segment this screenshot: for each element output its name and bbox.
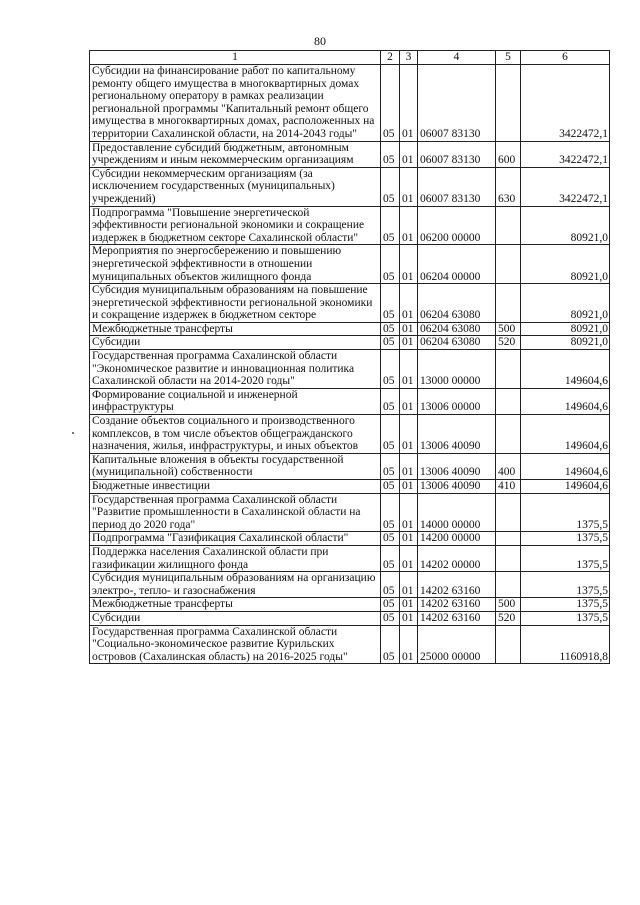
row-target-code: 13006 40090 — [418, 480, 496, 494]
row-expense-type — [496, 625, 521, 664]
row-expense-type — [496, 206, 521, 245]
row-name: Подпрограмма "Повышение энергетической эффективности региональной экономики и сокращение издержек в бюджетном секторе Сахалинской области" — [90, 206, 381, 245]
row-subsection: 01 — [400, 453, 418, 479]
header-col-4: 4 — [418, 51, 496, 65]
row-subsection: 01 — [400, 532, 418, 546]
row-expense-type — [496, 415, 521, 454]
row-amount: 1375,5 — [521, 532, 610, 546]
row-section: 05 — [381, 167, 400, 206]
row-section: 05 — [381, 480, 400, 494]
row-section: 05 — [381, 284, 400, 323]
row-section: 05 — [381, 493, 400, 532]
table-row — [90, 336, 610, 350]
row-expense-type — [496, 532, 521, 546]
row-section: 05 — [381, 625, 400, 664]
row-target-code: 13006 40090 — [418, 453, 496, 479]
table-row — [90, 141, 610, 167]
row-expense-type — [496, 572, 521, 598]
row-subsection: 01 — [400, 572, 418, 598]
row-amount: 3422472,1 — [521, 167, 610, 206]
table-row — [90, 388, 610, 414]
row-subsection: 01 — [400, 611, 418, 625]
row-section: 05 — [381, 611, 400, 625]
row-target-code: 06007 83130 — [418, 65, 496, 142]
row-target-code: 06007 83130 — [418, 141, 496, 167]
row-name: Поддержка населения Сахалинской области при газификации жилищного фонда — [90, 545, 381, 571]
table-row — [90, 167, 610, 206]
row-target-code: 14200 00000 — [418, 532, 496, 546]
row-target-code: 14202 63160 — [418, 572, 496, 598]
row-name: Государственная программа Сахалинской области "Экономическое развитие и инновационная политика Сахалинской области на 2014-2020 годы" — [90, 350, 381, 389]
row-target-code: 14202 63160 — [418, 598, 496, 612]
row-subsection: 01 — [400, 284, 418, 323]
row-amount: 80921,0 — [521, 322, 610, 336]
row-amount: 1375,5 — [521, 545, 610, 571]
row-target-code: 13006 40090 — [418, 415, 496, 454]
row-subsection: 01 — [400, 206, 418, 245]
row-amount: 1375,5 — [521, 572, 610, 598]
row-target-code: 06204 00000 — [418, 245, 496, 284]
row-section: 05 — [381, 415, 400, 454]
row-section: 05 — [381, 453, 400, 479]
row-expense-type — [496, 245, 521, 284]
row-subsection: 01 — [400, 65, 418, 142]
row-target-code: 06200 00000 — [418, 206, 496, 245]
row-expense-type: 410 — [496, 480, 521, 494]
table-row — [90, 245, 610, 284]
page-number: 80 — [314, 34, 326, 48]
row-subsection: 01 — [400, 388, 418, 414]
row-target-code: 14202 63160 — [418, 611, 496, 625]
row-target-code: 13006 00000 — [418, 388, 496, 414]
row-name: Субсидии на финансирование работ по капитальному ремонту общего имущества в многоквартирных домах региональному оператору в рамках реализации региональной программы "Капитальный ремонт общего имущества в многоквартирных домах, расположенных на территории Сахалинской области, на 2014-2043 годы" — [90, 65, 381, 142]
row-amount: 149604,6 — [521, 480, 610, 494]
row-section: 05 — [381, 532, 400, 546]
row-subsection: 01 — [400, 141, 418, 167]
row-subsection: 01 — [400, 245, 418, 284]
table-row — [90, 322, 610, 336]
row-target-code: 14000 00000 — [418, 493, 496, 532]
row-section: 05 — [381, 388, 400, 414]
row-amount: 1375,5 — [521, 493, 610, 532]
row-expense-type — [496, 545, 521, 571]
row-amount: 149604,6 — [521, 453, 610, 479]
row-name: Государственная программа Сахалинской области "Социально-экономическое развитие Курильских островов (Сахалинская область) на 2016-2025 годы" — [90, 625, 381, 664]
row-section: 05 — [381, 336, 400, 350]
row-name: Субсидии — [90, 611, 381, 625]
row-name: Формирование социальной и инженерной инфраструктуры — [90, 388, 381, 414]
row-amount: 80921,0 — [521, 206, 610, 245]
row-expense-type: 600 — [496, 141, 521, 167]
row-name: Подпрограмма "Газификация Сахалинской области" — [90, 532, 381, 546]
row-expense-type: 520 — [496, 611, 521, 625]
row-subsection: 01 — [400, 493, 418, 532]
margin-speck — [72, 432, 74, 434]
table-row — [90, 611, 610, 625]
table-row — [90, 284, 610, 323]
row-expense-type — [496, 350, 521, 389]
row-amount: 80921,0 — [521, 336, 610, 350]
row-name: Субсидии некоммерческим организациям (за исключением государственных (муниципальных) учреждений) — [90, 167, 381, 206]
row-expense-type — [496, 388, 521, 414]
row-name: Бюджетные инвестиции — [90, 480, 381, 494]
header-col-6: 6 — [521, 51, 610, 65]
row-name: Межбюджетные трансферты — [90, 598, 381, 612]
header-col-2: 2 — [381, 51, 400, 65]
row-section: 05 — [381, 206, 400, 245]
table-row — [90, 206, 610, 245]
row-amount: 1160918,8 — [521, 625, 610, 664]
row-name: Межбюджетные трансферты — [90, 322, 381, 336]
row-amount: 80921,0 — [521, 245, 610, 284]
row-name: Субсидия муниципальным образованиям на организацию электро-, тепло- и газоснабжения — [90, 572, 381, 598]
budget-table — [89, 50, 610, 664]
row-name: Предоставление субсидий бюджетным, автономным учреждениям и иным некоммерческим организациям — [90, 141, 381, 167]
table-row — [90, 545, 610, 571]
table-row — [90, 598, 610, 612]
header-col-3: 3 — [400, 51, 418, 65]
row-section: 05 — [381, 141, 400, 167]
row-name: Создание объектов социального и производственного комплексов, в том числе объектов общегражданского назначения, жилья, инфраструктуры, и иных объектов — [90, 415, 381, 454]
row-target-code: 06007 83130 — [418, 167, 496, 206]
table-row — [90, 625, 610, 664]
row-name: Мероприятия по энергосбережению и повышению энергетической эффективности в отношении муниципальных объектов жилищного фонда — [90, 245, 381, 284]
row-name: Капитальные вложения в объекты государственной (муниципальной) собственности — [90, 453, 381, 479]
header-col-5: 5 — [496, 51, 521, 65]
row-subsection: 01 — [400, 350, 418, 389]
row-target-code: 06204 63080 — [418, 322, 496, 336]
row-amount: 149604,6 — [521, 350, 610, 389]
row-section: 05 — [381, 322, 400, 336]
row-expense-type: 520 — [496, 336, 521, 350]
row-section: 05 — [381, 598, 400, 612]
row-subsection: 01 — [400, 415, 418, 454]
row-amount: 3422472,1 — [521, 65, 610, 142]
row-section: 05 — [381, 245, 400, 284]
row-amount: 1375,5 — [521, 598, 610, 612]
row-amount: 3422472,1 — [521, 141, 610, 167]
row-subsection: 01 — [400, 167, 418, 206]
header-col-1: 1 — [90, 51, 381, 65]
row-name: Субсидии — [90, 336, 381, 350]
row-subsection: 01 — [400, 598, 418, 612]
row-expense-type: 400 — [496, 453, 521, 479]
row-expense-type — [496, 65, 521, 142]
table-row — [90, 493, 610, 532]
row-expense-type: 500 — [496, 598, 521, 612]
table-row — [90, 415, 610, 454]
row-subsection: 01 — [400, 625, 418, 664]
header-row — [90, 51, 610, 65]
row-target-code: 13000 00000 — [418, 350, 496, 389]
row-expense-type: 630 — [496, 167, 521, 206]
row-amount: 149604,6 — [521, 415, 610, 454]
row-expense-type — [496, 493, 521, 532]
table-row — [90, 572, 610, 598]
row-section: 05 — [381, 65, 400, 142]
row-expense-type — [496, 284, 521, 323]
row-amount: 149604,6 — [521, 388, 610, 414]
row-target-code: 25000 00000 — [418, 625, 496, 664]
row-target-code: 06204 63080 — [418, 284, 496, 323]
row-subsection: 01 — [400, 480, 418, 494]
row-subsection: 01 — [400, 545, 418, 571]
table-row — [90, 480, 610, 494]
table-row — [90, 453, 610, 479]
row-subsection: 01 — [400, 322, 418, 336]
row-name: Государственная программа Сахалинской области "Развитие промышленности в Сахалинской области на период до 2020 года" — [90, 493, 381, 532]
row-section: 05 — [381, 545, 400, 571]
row-target-code: 06204 63080 — [418, 336, 496, 350]
row-subsection: 01 — [400, 336, 418, 350]
row-target-code: 14202 00000 — [418, 545, 496, 571]
table-row — [90, 532, 610, 546]
row-amount: 1375,5 — [521, 611, 610, 625]
row-expense-type: 500 — [496, 322, 521, 336]
row-amount: 80921,0 — [521, 284, 610, 323]
row-section: 05 — [381, 572, 400, 598]
row-name: Субсидия муниципальным образованиям на повышение энергетической эффективности региональной экономики и сокращение издержек в бюджетном секторе — [90, 284, 381, 323]
table-row — [90, 65, 610, 142]
row-section: 05 — [381, 350, 400, 389]
table-row — [90, 350, 610, 389]
